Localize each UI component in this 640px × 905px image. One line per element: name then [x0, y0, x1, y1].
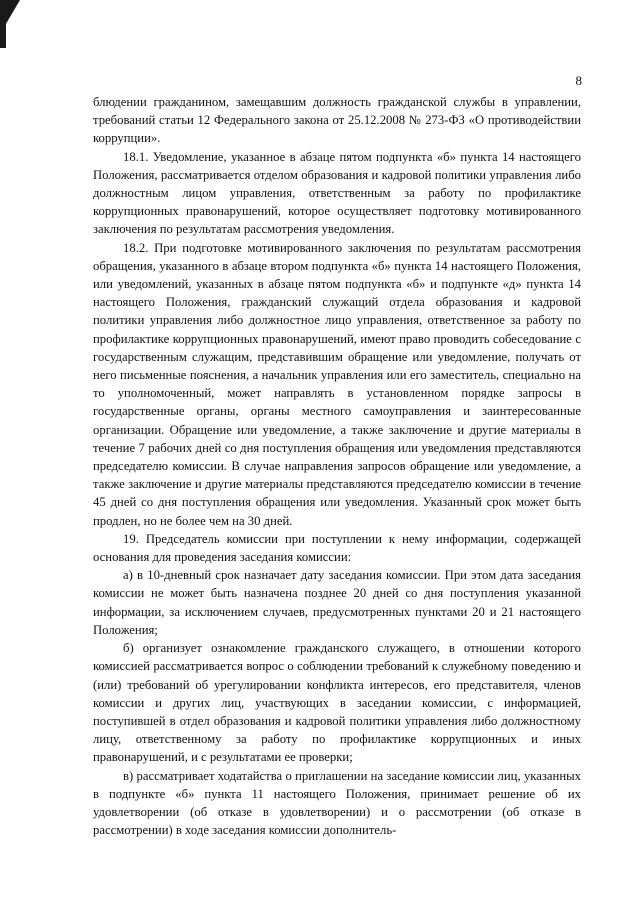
paragraph-19-v: в) рассматривает ходатайства о приглашении на заседание комиссии лиц, указанных в подпункте «б» пункта 11 настоящего Положения, принимает решение об их удовлетворении (об отказе в удовлетворении) и о рассмотрении (об отказе в рассмотрении) в ходе заседания комиссии дополнитель-: [93, 768, 581, 838]
paragraph-19-b: б) организует ознакомление гражданского служащего, в отношении которого комиссией рассматривается вопрос о соблюдении требований к служебному поведению и (или) требований об урегулировании конфликта интересов, его представителя, членов комиссии и других лиц, участвующих в заседании комиссии, с информацией, поступившей в отдел образования и кадровой политики управления либо должностному лицу, ответственному за работу по профилактике коррупционных и иных правонарушений, и с результатами ее проверки;: [93, 641, 581, 765]
paragraph-18-2: 18.2. При подготовке мотивированного заключения по результатам рассмотрения обращения, указанного в абзаце втором подпункта «б» пункта 14 настоящего Положения, или уведомлений, указанных в абзаце пятом подпункта «б» и подпункте «д» пункта 14 настоящего Положения, гражданский служащий отдела образования и кадровой политики управления либо должностное лицо управления, ответственное за работу по профилактике коррупционных правонарушений, имеют право проводить собеседование с государственным служащим, представившим обращение или уведомление, получать от него письменные пояснения, а начальник управления или его заместитель, специально на то уполномоченный, может направлять в установленном порядке запросы в государственные органы, органы местного самоуправления и заинтересованные организации. Обращение или уведомление, а также заключение и другие материалы в течение 7 рабочих дней со дня поступления обращения или уведомления представляются председателю комиссии. В случае направления запросов обращение или уведомление, а также заключение и другие материалы представляются председателю комиссии в течение 45 дней со дня поступления обращения или уведомления. Указанный срок может быть продлен, но не более чем на 30 дней.: [93, 240, 581, 528]
paragraph-continuation: блюдении гражданином, замещавшим должность гражданской службы в управлении, требований статьи 12 Федерального закона от 25.12.2008 № 273-ФЗ «О противодействии коррупции».: [93, 95, 581, 146]
page-number: 8: [575, 73, 582, 88]
paragraph-18-1: 18.1. Уведомление, указанное в абзаце пятом подпункта «б» пункта 14 настоящего Положения, рассматривается отделом образования и кадровой политики управления либо должностным лицом управления, ответственным за работу по профилактике коррупционных правонарушений, которое осуществляет подготовку мотивированного заключения по результатам рассмотрения уведомления.: [93, 149, 581, 237]
scan-edge-mark: [0, 0, 6, 48]
document-body: [93, 93, 581, 839]
paragraph-19: 19. Председатель комиссии при поступлении к нему информации, содержащей основания для проведения заседания комиссии:: [93, 531, 581, 565]
paragraph-19-a: а) в 10-дневный срок назначает дату заседания комиссии. При этом дата заседания комиссии не может быть назначена позднее 20 дней со дня поступления указанной информации, за исключением случаев, предусмотренных пунктами 20 и 21 настоящего Положения;: [93, 568, 581, 637]
